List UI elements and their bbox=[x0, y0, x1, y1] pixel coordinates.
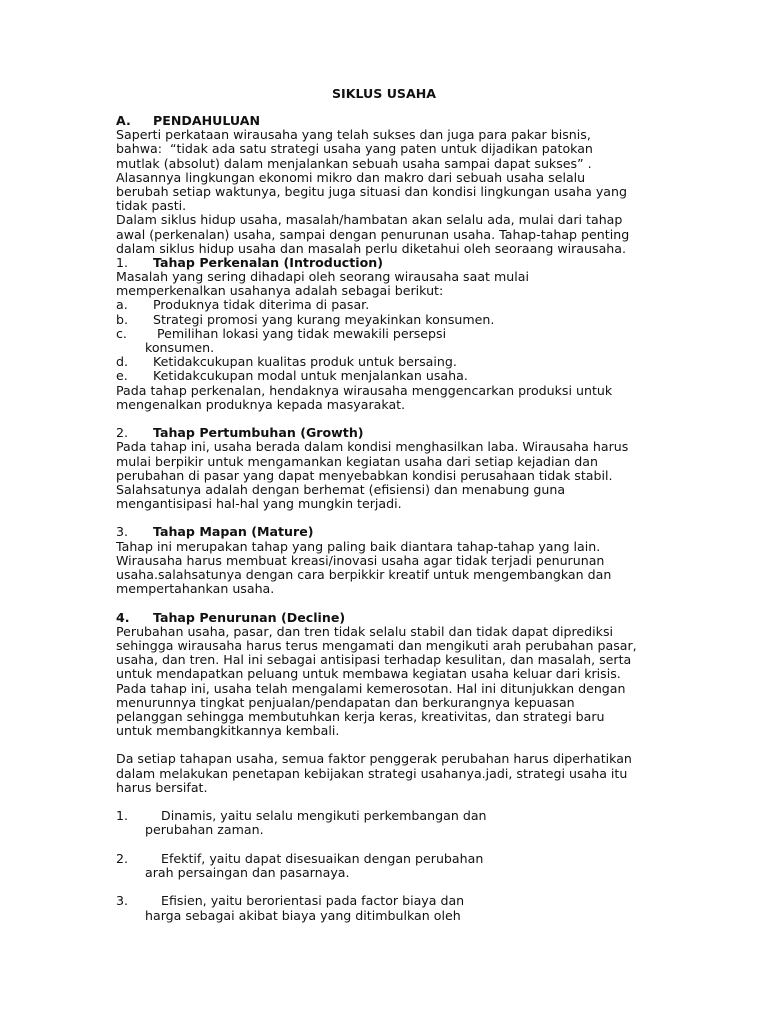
stage-marker: 3. bbox=[116, 524, 129, 540]
stage-title: Tahap Perkenalan (Introduction) bbox=[153, 254, 383, 270]
stage1-line: Masalah yang sering dihadapi oleh seorang wirausaha saat mulai bbox=[116, 269, 529, 285]
stage4-line: untuk mendapatkan peluang untuk membawa kegiatan usaha keluar dari krisis. bbox=[116, 666, 621, 682]
stage3-heading bbox=[116, 525, 661, 539]
list-marker: e. bbox=[116, 368, 128, 384]
spacer bbox=[116, 412, 661, 426]
section-title: PENDAHULUAN bbox=[153, 113, 261, 128]
stage3-line: mempertahankan usaha. bbox=[116, 581, 275, 597]
list-marker: c. bbox=[116, 325, 127, 341]
intro-line: Alasannya lingkungan ekonomi mikro dan makro dari sebuah usaha selalu bbox=[116, 169, 586, 185]
trait-text: Efisien, yaitu berorientasi pada factor biaya dan bbox=[153, 893, 465, 909]
section-a-heading bbox=[116, 114, 661, 128]
trait-item bbox=[116, 852, 661, 866]
stage2-line: Pada tahap ini, usaha berada dalam kondisi menghasilkan laba. Wirausaha harus bbox=[116, 439, 629, 455]
list-item bbox=[116, 327, 661, 341]
intro-line: bahwa: “tidak ada satu strategi usaha yang paten untuk dijadikan patokan bbox=[116, 141, 593, 157]
section-marker: A. bbox=[116, 113, 131, 128]
stage2-heading bbox=[116, 426, 661, 440]
intro-line: berubah setiap waktunya, begitu juga situasi dan kondisi lingkungan usaha yang bbox=[116, 183, 627, 199]
stage2-line: mengantisipasi hal-hal yang mungkin terjadi. bbox=[116, 496, 402, 512]
stage1-closing-line: Pada tahap perkenalan, hendaknya wirausaha menggencarkan produksi untuk bbox=[116, 382, 613, 398]
trait-marker: 2. bbox=[116, 850, 129, 866]
summary-line: dalam melakukan penetapan kebijakan strategi usahanya.jadi, strategi usaha itu bbox=[116, 765, 628, 781]
trait-marker: 1. bbox=[116, 808, 129, 824]
stage-marker: 4. bbox=[116, 609, 130, 625]
intro-line: mutlak (absolut) dalam menjalankan sebuah usaha sampai dapat sukses” . bbox=[116, 155, 592, 171]
stage2-line: perubahan di pasar yang dapat menyebabkan kondisi perusahaan tidak stabil. bbox=[116, 467, 613, 483]
list-marker: b. bbox=[116, 311, 128, 327]
stage4-line: Pada tahap ini, usaha telah mengalami kemerosotan. Hal ini ditunjukkan dengan bbox=[116, 680, 626, 696]
list-text: Ketidakcukupan modal untuk menjalankan usaha. bbox=[153, 368, 468, 384]
trait-continuation: harga sebagai akibat biaya yang ditimbulkan oleh bbox=[145, 907, 461, 923]
list-item bbox=[116, 298, 661, 312]
stage4-line: Perubahan usaha, pasar, dan tren tidak selalu stabil dan tidak dapat diprediksi bbox=[116, 623, 614, 639]
list-text: Pemilihan lokasi yang tidak mewakili persepsi bbox=[153, 325, 447, 341]
stage3-line: Wirausaha harus membuat kreasi/inovasi usaha agar tidak terjadi penurunan bbox=[116, 552, 605, 568]
spacer bbox=[116, 838, 661, 852]
stage-title: Tahap Mapan (Mature) bbox=[153, 524, 314, 540]
trait-item bbox=[116, 809, 661, 823]
intro-line: Dalam siklus hidup usaha, masalah/hambatan akan selalu ada, mulai dari tahap bbox=[116, 212, 623, 228]
list-marker: d. bbox=[116, 354, 128, 370]
stage3-line: usaha.salahsatunya dengan cara berpikkir kreatif untuk mengembangkan dan bbox=[116, 567, 612, 582]
summary-line: Da setiap tahapan usaha, semua faktor penggerak perubahan harus diperhatikan bbox=[116, 751, 632, 767]
stage4-heading bbox=[116, 611, 661, 625]
spacer bbox=[116, 738, 661, 752]
stage-title: Tahap Pertumbuhan (Growth) bbox=[153, 425, 364, 441]
stage4-line: usaha, dan tren. Hal ini sebagai antisipasi terhadap kesulitan, dan masalah, serta bbox=[116, 652, 632, 668]
intro-line: Saperti perkataan wirausaha yang telah sukses dan juga para pakar bisnis, bbox=[116, 127, 591, 143]
stage3-line: Tahap ini merupakan tahap yang paling baik diantara tahap-tahap yang lain. bbox=[116, 538, 601, 554]
spacer bbox=[116, 795, 661, 809]
stage-marker: 1. bbox=[116, 254, 129, 270]
list-text: Strategi promosi yang kurang meyakinkan konsumen. bbox=[153, 311, 495, 327]
list-item bbox=[116, 369, 661, 383]
intro-line: dalam siklus hidup usaha dan masalah perlu diketahui oleh seoraang wirausaha. bbox=[116, 240, 626, 256]
trait-continuation: perubahan zaman. bbox=[145, 822, 264, 838]
trait-item bbox=[116, 894, 661, 908]
trait-continuation: arah persaingan dan pasarnaya. bbox=[145, 864, 350, 880]
summary-line: harus bersifat. bbox=[116, 779, 208, 795]
list-text: Produknya tidak diterima di pasar. bbox=[153, 297, 370, 313]
list-item bbox=[116, 355, 661, 369]
stage4-line: menurunnya tingkat penjualan/pendapatan dan berkurangnya kepuasan bbox=[116, 694, 575, 710]
list-item bbox=[116, 313, 661, 327]
stage2-line: Salahsatunya adalah dengan berhemat (efisiensi) dan menabung guna bbox=[116, 481, 566, 497]
trait-marker: 3. bbox=[116, 893, 129, 909]
document-body bbox=[116, 114, 661, 923]
stage4-line: untuk membangkitkannya kembali. bbox=[116, 723, 340, 739]
intro-line: tidak pasti. bbox=[116, 198, 187, 214]
list-marker: a. bbox=[116, 297, 128, 313]
stage4-line: pelanggan sehingga membutuhkan kerja keras, kreativitas, dan strategi baru bbox=[116, 708, 605, 724]
spacer bbox=[116, 880, 661, 894]
stage1-closing-line: mengenalkan produknya kepada masyarakat. bbox=[116, 396, 406, 412]
stage1-line: memperkenalkan usahanya adalah sebagai berikut: bbox=[116, 283, 444, 299]
stage1-heading bbox=[116, 256, 661, 270]
trait-text: Dinamis, yaitu selalu mengikuti perkembangan dan bbox=[153, 808, 487, 824]
spacer bbox=[116, 596, 661, 610]
stage-marker: 2. bbox=[116, 425, 129, 441]
stage-title: Tahap Penurunan (Decline) bbox=[153, 609, 346, 625]
document-title: SIKLUS USAHA bbox=[331, 86, 437, 101]
spacer bbox=[116, 511, 661, 525]
list-text: Ketidakcukupan kualitas produk untuk bersaing. bbox=[153, 354, 457, 370]
stage4-line: sehingga wirausaha harus terus mengamati dan mengikuti arah perubahan pasar, bbox=[116, 637, 637, 653]
intro-line: awal (perkenalan) usaha, sampai dengan penurunan usaha. Tahap-tahap penting bbox=[116, 226, 630, 242]
trait-text: Efektif, yaitu dapat disesuaikan dengan perubahan bbox=[153, 850, 484, 866]
stage2-line: mulai berpikir untuk mengamankan kegiatan usaha dari setiap kejadian dan bbox=[116, 453, 598, 469]
list-item-continuation: konsumen. bbox=[145, 340, 215, 355]
